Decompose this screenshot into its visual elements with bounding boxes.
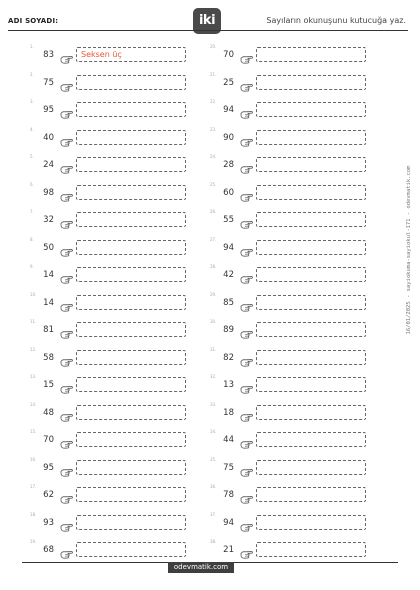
pointing-hand-icon <box>60 188 74 200</box>
exercise-row <box>210 209 390 237</box>
exercise-row <box>210 347 390 375</box>
page-header <box>0 0 420 36</box>
header-divider <box>8 30 408 31</box>
row-number: 85 <box>223 297 234 308</box>
pointing-hand-icon <box>60 270 74 282</box>
pointing-hand-icon <box>240 353 254 365</box>
pointing-hand-icon <box>240 545 254 557</box>
exercise-row <box>210 154 390 182</box>
row-index: 20. <box>210 44 217 49</box>
pointing-hand-icon <box>240 105 254 117</box>
row-number: 83 <box>43 50 54 60</box>
pointing-hand-icon <box>60 353 74 365</box>
pointing-hand-icon <box>240 50 254 62</box>
exercise-row <box>30 292 210 320</box>
row-index: 34. <box>210 429 217 434</box>
row-index: 18. <box>30 511 37 517</box>
answer-box[interactable] <box>256 350 366 365</box>
exercise-row <box>210 402 390 430</box>
row-index: 6. <box>30 181 34 187</box>
pointing-hand-icon <box>240 160 254 172</box>
answer-box[interactable] <box>256 130 366 145</box>
exercise-row <box>30 264 210 292</box>
exercise-row <box>210 374 390 402</box>
instruction-text: Sayıların okunuşunu kutucuğa yaz. <box>266 16 406 25</box>
row-number: 60 <box>223 187 234 198</box>
row-index: 30. <box>210 319 217 324</box>
row-index: 29. <box>210 291 217 297</box>
answer-box[interactable] <box>256 267 366 282</box>
answer-box[interactable] <box>76 157 186 172</box>
pointing-hand-icon <box>60 490 74 502</box>
row-index: 4. <box>30 126 34 132</box>
answer-box[interactable] <box>76 267 186 282</box>
row-index: 25. <box>210 181 217 187</box>
pointing-hand-icon <box>240 490 254 502</box>
exercise-row <box>210 127 390 155</box>
row-index: 7. <box>30 209 34 214</box>
row-index: 11. <box>30 319 37 324</box>
row-index: 19. <box>30 539 37 544</box>
exercise-row <box>30 484 210 512</box>
row-number: 50 <box>43 242 54 253</box>
exercise-row <box>210 512 390 540</box>
row-number: 62 <box>43 490 54 500</box>
row-index: 9. <box>30 264 34 269</box>
exercise-row <box>30 182 210 210</box>
row-index: 12. <box>30 346 37 352</box>
pointing-hand-icon <box>60 545 74 557</box>
pointing-hand-icon <box>60 50 74 62</box>
pointing-hand-icon <box>60 463 74 475</box>
row-index: 28. <box>210 264 217 269</box>
row-index: 37. <box>210 511 217 517</box>
answer-box[interactable] <box>256 157 366 172</box>
answer-box[interactable] <box>76 515 186 530</box>
pointing-hand-icon <box>60 215 74 227</box>
row-number: 75 <box>223 462 234 473</box>
answer-box[interactable] <box>76 322 186 337</box>
answer-box[interactable] <box>76 130 186 145</box>
pointing-hand-icon <box>240 78 254 90</box>
exercise-column-left <box>30 44 210 567</box>
row-number: 93 <box>43 517 54 528</box>
answer-box[interactable] <box>76 47 186 62</box>
answer-box[interactable] <box>256 212 366 227</box>
pointing-hand-icon <box>60 408 74 420</box>
row-number: 25 <box>223 77 234 88</box>
answer-box[interactable] <box>76 487 186 502</box>
row-number: 42 <box>223 270 234 280</box>
row-index: 16. <box>30 456 37 462</box>
pointing-hand-icon <box>60 78 74 90</box>
answer-box[interactable] <box>256 460 366 475</box>
exercise-row <box>30 44 210 72</box>
row-number: 18 <box>223 407 234 418</box>
pointing-hand-icon <box>240 243 254 255</box>
row-number: 98 <box>43 187 54 198</box>
answer-box[interactable] <box>256 377 366 392</box>
row-index: 2. <box>30 71 34 77</box>
name-label: ADI SOYADI: <box>8 17 59 25</box>
exercise-row <box>210 182 390 210</box>
row-number: 13 <box>223 380 234 390</box>
answer-box[interactable] <box>256 542 366 557</box>
exercise-row <box>30 99 210 127</box>
answer-box[interactable] <box>256 487 366 502</box>
answer-box[interactable] <box>256 322 366 337</box>
exercise-row <box>30 374 210 402</box>
row-number: 24 <box>43 160 54 170</box>
pointing-hand-icon <box>240 270 254 282</box>
row-index: 8. <box>30 236 34 242</box>
row-index: 33. <box>210 401 217 407</box>
pointing-hand-icon <box>240 133 254 145</box>
pointing-hand-icon <box>240 463 254 475</box>
answer-box[interactable] <box>76 295 186 310</box>
exercise-row <box>210 319 390 347</box>
answer-box[interactable] <box>256 405 366 420</box>
grade-logo: iki <box>193 8 221 34</box>
row-number: 94 <box>223 105 234 115</box>
exercise-row <box>30 347 210 375</box>
answer-box[interactable] <box>76 350 186 365</box>
row-index: 23. <box>210 126 217 132</box>
exercise-row <box>210 484 390 512</box>
row-index: 14. <box>30 401 37 407</box>
answer-box[interactable] <box>76 377 186 392</box>
exercise-row <box>30 457 210 485</box>
answer-box[interactable] <box>256 102 366 117</box>
row-number: 81 <box>43 325 54 335</box>
row-number: 44 <box>223 435 234 445</box>
row-index: 26. <box>210 209 217 214</box>
row-index: 32. <box>210 374 217 379</box>
exercise-row <box>30 429 210 457</box>
answer-text: Seksen üç <box>81 50 122 59</box>
answer-box[interactable] <box>76 75 186 90</box>
row-index: 38. <box>210 539 217 544</box>
exercise-row <box>210 237 390 265</box>
row-index: 15. <box>30 429 37 434</box>
row-index: 13. <box>30 374 37 379</box>
row-number: 70 <box>43 435 54 445</box>
row-index: 24. <box>210 154 217 159</box>
exercise-row <box>210 44 390 72</box>
row-index: 5. <box>30 154 34 159</box>
answer-box[interactable] <box>76 185 186 200</box>
row-index: 36. <box>210 484 217 489</box>
answer-box[interactable] <box>76 405 186 420</box>
pointing-hand-icon <box>60 298 74 310</box>
exercise-row <box>30 72 210 100</box>
exercise-row <box>210 429 390 457</box>
answer-box[interactable] <box>76 432 186 447</box>
exercise-row <box>210 99 390 127</box>
row-index: 10. <box>30 291 37 297</box>
row-number: 14 <box>43 270 54 280</box>
row-number: 32 <box>43 215 54 225</box>
row-number: 89 <box>223 325 234 335</box>
pointing-hand-icon <box>240 408 254 420</box>
row-number: 21 <box>223 545 234 555</box>
answer-box[interactable] <box>76 240 186 255</box>
answer-box[interactable] <box>76 212 186 227</box>
row-number: 48 <box>43 407 54 418</box>
row-index: 22. <box>210 99 217 104</box>
pointing-hand-icon <box>240 518 254 530</box>
answer-box[interactable] <box>256 47 366 62</box>
exercise-row <box>30 237 210 265</box>
row-index: 21. <box>210 71 217 77</box>
pointing-hand-icon <box>60 160 74 172</box>
row-number: 90 <box>223 132 234 143</box>
pointing-hand-icon <box>240 325 254 337</box>
exercise-row <box>210 72 390 100</box>
row-number: 75 <box>43 77 54 88</box>
row-number: 58 <box>43 352 54 363</box>
row-number: 70 <box>223 50 234 60</box>
answer-box[interactable] <box>256 240 366 255</box>
row-number: 95 <box>43 105 54 115</box>
exercise-row <box>30 127 210 155</box>
row-number: 55 <box>223 215 234 225</box>
pointing-hand-icon <box>240 215 254 227</box>
row-index: 17. <box>30 484 37 489</box>
exercise-row <box>210 264 390 292</box>
pointing-hand-icon <box>60 133 74 145</box>
exercise-row <box>30 154 210 182</box>
row-number: 15 <box>43 380 54 390</box>
answer-box[interactable] <box>76 542 186 557</box>
footer-brand: odevmatik.com <box>168 562 234 573</box>
row-number: 28 <box>223 160 234 170</box>
row-number: 82 <box>223 352 234 363</box>
answer-box[interactable] <box>256 515 366 530</box>
row-index: 31. <box>210 346 217 352</box>
exercise-row <box>210 292 390 320</box>
pointing-hand-icon <box>60 105 74 117</box>
row-number: 78 <box>223 490 234 500</box>
pointing-hand-icon <box>240 435 254 447</box>
exercise-row <box>30 209 210 237</box>
pointing-hand-icon <box>60 380 74 392</box>
exercise-row <box>30 402 210 430</box>
pointing-hand-icon <box>60 435 74 447</box>
side-watermark-text: 16/01/2025 - sayiokuma-sayiokul-171 - odevmatik.com <box>406 165 412 335</box>
exercise-row <box>30 319 210 347</box>
pointing-hand-icon <box>240 188 254 200</box>
answer-box[interactable] <box>256 75 366 90</box>
row-number: 94 <box>223 242 234 253</box>
answer-box[interactable] <box>256 185 366 200</box>
row-number: 68 <box>43 545 54 555</box>
answer-box[interactable] <box>256 432 366 447</box>
row-index: 3. <box>30 99 34 104</box>
pointing-hand-icon <box>240 380 254 392</box>
pointing-hand-icon <box>60 243 74 255</box>
pointing-hand-icon <box>60 518 74 530</box>
answer-box[interactable] <box>256 295 366 310</box>
exercise-row <box>30 512 210 540</box>
row-number: 94 <box>223 517 234 528</box>
exercise-row <box>210 457 390 485</box>
row-number: 95 <box>43 462 54 473</box>
row-number: 14 <box>43 297 54 308</box>
row-number: 40 <box>43 132 54 143</box>
row-index: 35. <box>210 456 217 462</box>
pointing-hand-icon <box>60 325 74 337</box>
row-index: 1. <box>30 44 34 49</box>
pointing-hand-icon <box>240 298 254 310</box>
exercise-column-right <box>210 44 390 567</box>
answer-box[interactable] <box>76 102 186 117</box>
row-index: 27. <box>210 236 217 242</box>
answer-box[interactable] <box>76 460 186 475</box>
